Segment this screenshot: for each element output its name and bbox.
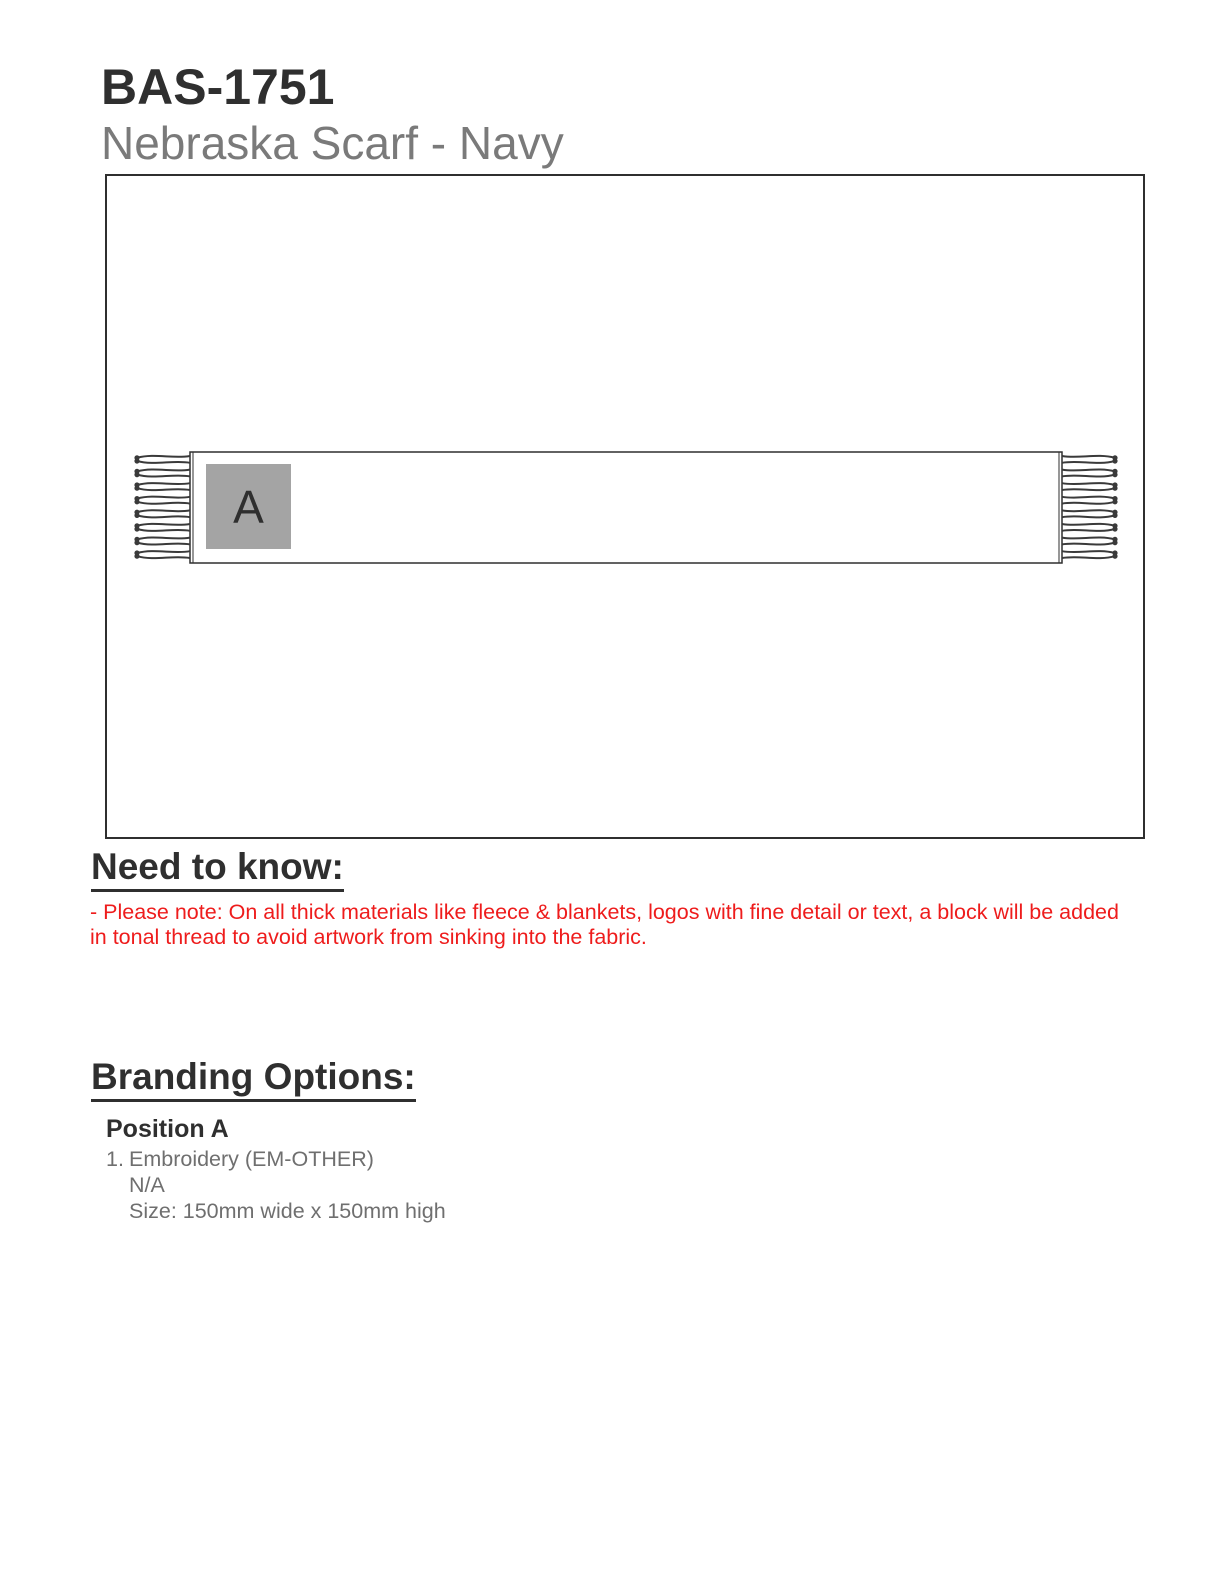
fringe-strand	[137, 556, 190, 558]
fringe-strand	[1062, 475, 1115, 477]
branding-option-number: 1.	[106, 1147, 124, 1171]
need-to-know-heading: Need to know:	[91, 845, 344, 892]
fringe-strand	[137, 469, 190, 471]
fringe-tassel-end	[135, 541, 138, 544]
product-name: Nebraska Scarf - Navy	[101, 117, 564, 169]
fringe-strand	[137, 502, 190, 504]
fringe-strand	[137, 551, 190, 553]
branding-option-method-line	[106, 1146, 446, 1172]
branding-option-method: Embroidery (EM-OTHER)	[129, 1147, 374, 1171]
product-code: BAS-1751	[101, 59, 335, 115]
fringe-strand	[1062, 461, 1115, 463]
fringe-tassel-end	[135, 555, 138, 558]
fringe-strand	[137, 529, 190, 531]
fringe-tassel-end	[1113, 473, 1116, 476]
fringe-tassel-end	[135, 500, 138, 503]
branding-option-size: Size: 150mm wide x 150mm high	[129, 1199, 446, 1223]
fringe-tassel-end	[1113, 459, 1116, 462]
fringe-strand	[1062, 502, 1115, 504]
fringe-strand	[137, 488, 190, 490]
branding-option-detail: N/A	[129, 1173, 165, 1197]
product-diagram-frame	[105, 174, 1145, 839]
fringe-strand	[1062, 497, 1115, 499]
thick-material-note: - Please note: On all thick materials like fleece & blankets, logos with fine detail or text, a block will be added in tonal thread to avoid artwork from sinking into the fabric.	[90, 900, 1119, 949]
fringe-tassel-end	[135, 527, 138, 530]
fringe-strand	[137, 461, 190, 463]
fringe-tassel-end	[1113, 514, 1116, 517]
fringe-strand	[1062, 510, 1115, 512]
fringe-tassel-end	[1113, 487, 1116, 490]
branding-options-heading: Branding Options:	[91, 1055, 416, 1102]
fringe-strand	[137, 524, 190, 526]
fringe-strand	[1062, 456, 1115, 458]
branding-option-list	[106, 1146, 446, 1224]
fringe-tassel-end	[1113, 527, 1116, 530]
fringe-strand	[137, 543, 190, 545]
fringe-tassel-end	[1113, 541, 1116, 544]
scarf-body	[190, 452, 1062, 563]
left-fringe-icon	[135, 456, 190, 558]
position-a-marker: A	[206, 464, 291, 549]
right-fringe-icon	[1062, 456, 1117, 558]
fringe-strand	[1062, 537, 1115, 539]
fringe-strand	[137, 497, 190, 499]
fringe-strand	[137, 456, 190, 458]
fringe-tassel-end	[135, 459, 138, 462]
fringe-tassel-end	[135, 473, 138, 476]
fringe-strand	[137, 537, 190, 539]
fringe-strand	[137, 475, 190, 477]
fringe-strand	[1062, 556, 1115, 558]
fringe-tassel-end	[1113, 555, 1116, 558]
fringe-strand	[1062, 543, 1115, 545]
fringe-strand	[137, 510, 190, 512]
fringe-strand	[1062, 524, 1115, 526]
fringe-tassel-end	[135, 514, 138, 517]
fringe-strand	[1062, 483, 1115, 485]
fringe-strand	[1062, 551, 1115, 553]
fringe-tassel-end	[135, 487, 138, 490]
fringe-strand	[137, 515, 190, 517]
fringe-strand	[1062, 469, 1115, 471]
fringe-strand	[1062, 515, 1115, 517]
fringe-tassel-end	[1113, 500, 1116, 503]
fringe-strand	[1062, 529, 1115, 531]
fringe-strand	[1062, 488, 1115, 490]
position-a-title: Position A	[106, 1115, 229, 1143]
fringe-strand	[137, 483, 190, 485]
